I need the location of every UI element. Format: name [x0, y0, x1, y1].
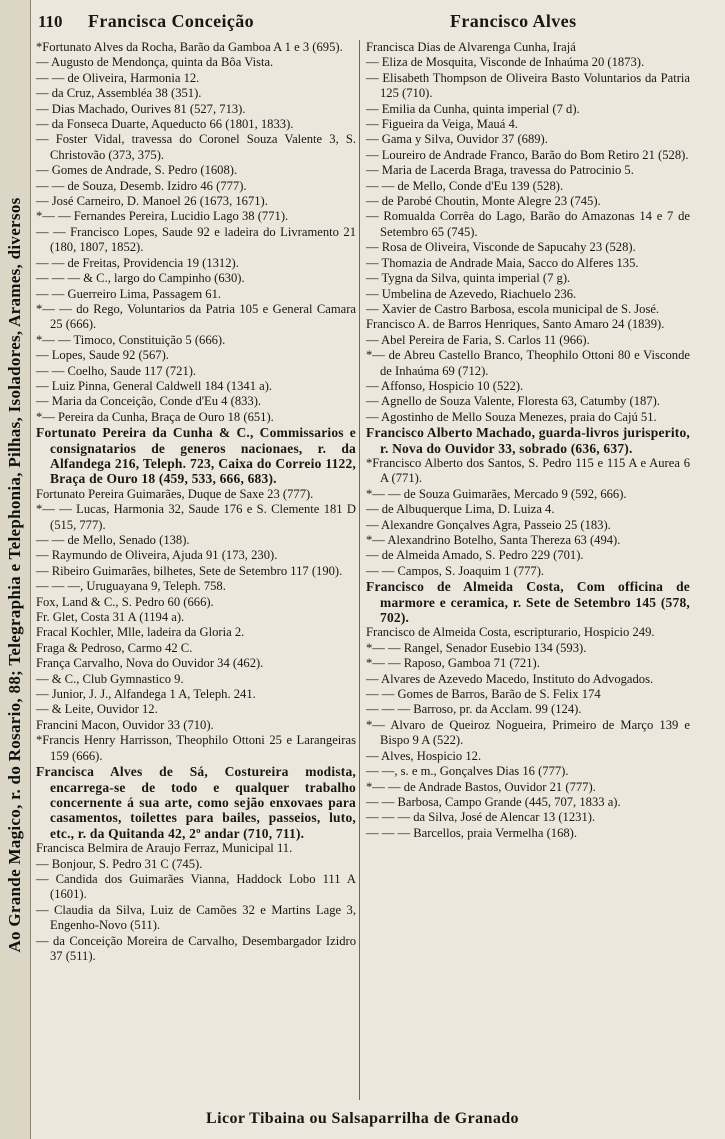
- directory-entry: Fortunato Pereira Guimarães, Duque de Saxe 23 (777).: [36, 486, 314, 501]
- directory-entry: — — Francisco Lopes, Saude 92 e ladeira do Livramento 21 (180, 1807, 1852).: [36, 224, 356, 255]
- directory-entry: França Carvalho, Nova do Ouvidor 34 (462).: [36, 656, 264, 671]
- directory-entry: — Candida dos Guimarães Vianna, Haddock Lobo 111 A (1601).: [36, 871, 356, 902]
- directory-entry: — Agostinho de Mello Souza Menezes, praia do Cajú 51.: [366, 409, 657, 424]
- directory-entry: — & C., Club Gymnastico 9.: [36, 671, 184, 686]
- directory-entry: — Luiz Pinna, General Caldwell 184 (1341 a).: [36, 378, 273, 393]
- directory-entry: *— — Raposo, Gamboa 71 (721).: [366, 656, 540, 671]
- directory-entry: — Gama y Silva, Ouvidor 37 (689).: [366, 132, 548, 147]
- directory-entry: Francisco de Almeida Costa, escripturario, Hospicio 249.: [366, 625, 655, 640]
- directory-entry: — — de Mello, Conde d'Eu 139 (528).: [366, 178, 564, 193]
- directory-entry: *— — de Andrade Bastos, Ouvidor 21 (777).: [366, 779, 596, 794]
- directory-entry: Francisca Dias de Alvarenga Cunha, Irajá: [366, 40, 576, 54]
- directory-entry: — — Guerreiro Lima, Passagem 61.: [36, 286, 222, 301]
- side-advertisement: [0, 0, 31, 1139]
- directory-entry: *— — Lucas, Harmonia 32, Saude 176 e S. Clemente 181 D (515, 777).: [36, 502, 356, 532]
- directory-entry: — Bonjour, S. Pedro 31 C (745).: [36, 856, 203, 871]
- directory-entry: — Foster Vidal, travessa do Coronel Souza Valente 3, S. Christovão (373, 375).: [36, 132, 356, 162]
- directory-entry: Francisco de Almeida Costa, Com officina de marmore e ceramica, r. Sete de Setembro 145 (578, 702).: [366, 579, 690, 626]
- header-left-title: Francisca Conceição: [88, 11, 255, 31]
- directory-entry: — Augusto de Mendonça, quinta da Bôa Vista.: [36, 55, 274, 70]
- directory-entry: — — — da Silva, José de Alencar 13 (1231).: [366, 810, 596, 825]
- column-divider: [359, 40, 360, 1100]
- directory-entry: — Junior, J. J., Alfandega 1 A, Teleph. 241.: [36, 687, 256, 702]
- directory-entry: — — — Barroso, pr. da Acclam. 99 (124).: [366, 702, 582, 717]
- directory-entry: — José Carneiro, D. Manoel 26 (1673, 1671).: [36, 194, 268, 209]
- directory-entry: — Gomes de Andrade, S. Pedro (1608).: [36, 163, 238, 178]
- directory-entry: — Dias Machado, Ourives 81 (527, 713).: [36, 101, 246, 116]
- page-number: 110: [38, 12, 63, 31]
- directory-entry: — Alvares de Azevedo Macedo, Instituto do Advogados.: [366, 671, 654, 686]
- directory-entry: *Francisco Alberto dos Santos, S. Pedro 115 e 115 A e Aurea 6 A (771).: [366, 455, 690, 486]
- directory-entry: — — — & C., largo do Campinho (630).: [36, 271, 245, 286]
- directory-entry: *— — de Souza Guimarães, Mercado 9 (592, 666).: [366, 486, 627, 501]
- directory-entry: — Elisabeth Thompson de Oliveira Basto Voluntarios da Patria 125 (710).: [366, 70, 690, 101]
- directory-entry: Francisca Belmira de Araujo Ferraz, Municipal 11.: [36, 841, 293, 856]
- directory-entry: — Maria da Conceição, Conde d'Eu 4 (833).: [36, 394, 262, 409]
- directory-entry: Francisca Alves de Sá, Costureira modista, encarrega-se de todo e qualquer trabalho concernente á sua arte, como sejão enxovaes para casamentos, toilettes para bailes, passeios, luto, etc., r. da Quitanda 42, 2º andar (710, 711).: [36, 764, 356, 841]
- directory-entry: *— Alexandrino Botelho, Santa Thereza 63 (494).: [366, 533, 621, 547]
- directory-entry: *— — Rangel, Senador Eusebio 134 (593).: [366, 640, 587, 655]
- page-header: [32, 10, 717, 38]
- directory-entry: Francisco A. de Barros Henriques, Santo Amaro 24 (1839).: [366, 317, 665, 332]
- footer-advertisement: Licor Tibaina ou Salsaparrilha de Granado: [206, 1110, 519, 1127]
- directory-entry: *— — Fernandes Pereira, Lucidio Lago 38 (771).: [36, 209, 289, 224]
- directory-entry: — Emilia da Cunha, quinta imperial (7 d).: [366, 101, 580, 116]
- directory-entry: — — —, Uruguayana 9, Teleph. 758.: [36, 579, 226, 594]
- directory-entry: — Raymundo de Oliveira, Ajuda 91 (173, 230).: [36, 548, 278, 563]
- directory-entry: — Rosa de Oliveira, Visconde de Sapucahy 23 (528).: [366, 240, 636, 255]
- directory-entry: — Romualda Corrêa do Lago, Barão do Amazonas 14 e 7 de Setembro 65 (745).: [366, 209, 690, 239]
- directory-entry: — Ribeiro Guimarães, bilhetes, Sete de Setembro 117 (190).: [36, 563, 343, 578]
- directory-entry: — — de Souza, Desemb. Izidro 46 (777).: [36, 178, 247, 193]
- directory-entry: — da Conceição Moreira de Carvalho, Desembargador Izidro 37 (511).: [36, 933, 356, 963]
- directory-entry: — de Almeida Amado, S. Pedro 229 (701).: [366, 548, 584, 563]
- left-column: [34, 40, 356, 1102]
- directory-entry: — Lopes, Saude 92 (567).: [36, 348, 169, 363]
- directory-entry: — — Coelho, Saude 117 (721).: [36, 363, 197, 378]
- directory-entry: — — — Barcellos, praia Vermelha (168).: [366, 825, 577, 840]
- directory-entry: — Xavier de Castro Barbosa, escola municipal de S. José.: [366, 301, 660, 316]
- directory-entry: Fr. Glet, Costa 31 A (1194 a).: [36, 610, 185, 625]
- directory-entry: Fortunato Pereira da Cunha & C., Commissarios e consignatarios de generos nacionaes, r. da Alfandega 216, Teleph. 723, Caixa do Correio 1122, Braça de Ouro 18 (459, 533, 666, 683).: [36, 425, 356, 487]
- directory-entry: — — Campos, S. Joaquim 1 (777).: [366, 563, 545, 578]
- directory-entry: *Fortunato Alves da Rocha, Barão da Gamboa A 1 e 3 (695).: [36, 40, 343, 54]
- directory-entry: — Figueira da Veiga, Mauá 4.: [366, 117, 518, 132]
- directory-entry: Fraga & Pedroso, Carmo 42 C.: [36, 640, 193, 655]
- directory-entry: — Loureiro de Andrade Franco, Barão do Bom Retiro 21 (528).: [366, 147, 689, 162]
- side-advertisement-text: Ao Grande Magico, r. do Rosario, 88; Telegraphia e Telephonia, Pilhas, Isoladores, Arames, diversos: [5, 197, 24, 953]
- directory-entry: *— de Abreu Castello Branco, Theophilo Ottoni 80 e Visconde de Inhaúma 69 (712).: [366, 348, 690, 378]
- directory-entry: — da Cruz, Assembléa 38 (351).: [36, 86, 202, 101]
- directory-entry: *— Alvaro de Queiroz Nogueira, Primeiro de Março 139 e Bispo 9 A (522).: [366, 717, 690, 748]
- header-right-title: Francisco Alves: [450, 11, 577, 31]
- directory-entry: — Agnello de Souza Valente, Floresta 63, Catumby (187).: [366, 394, 660, 409]
- directory-entry: *— — do Rego, Voluntarios da Patria 105 e General Camara 25 (666).: [36, 301, 356, 332]
- directory-entry: Francini Macon, Ouvidor 33 (710).: [36, 717, 214, 732]
- directory-entry: — de Albuquerque Lima, D. Luiza 4.: [366, 502, 555, 517]
- directory-entry: — — de Mello, Senado (138).: [36, 533, 190, 547]
- directory-entry: — Affonso, Hospicio 10 (522).: [366, 378, 524, 393]
- directory-entry: — —, s. e m., Gonçalves Dias 16 (777).: [366, 764, 569, 779]
- directory-entry: — Alves, Hospicio 12.: [366, 748, 482, 763]
- directory-entry: — Claudia da Silva, Luiz de Camões 32 e Martins Lage 3, Engenho-Novo (511).: [36, 902, 356, 933]
- directory-entry: — — de Freitas, Providencia 19 (1312).: [36, 255, 239, 270]
- directory-entry: *— Pereira da Cunha, Braça de Ouro 18 (651).: [36, 409, 274, 424]
- directory-entry: — de Parobé Choutin, Monte Alegre 23 (745).: [366, 194, 601, 209]
- directory-entry: — — de Oliveira, Harmonia 12.: [36, 70, 200, 85]
- directory-entry: *— — Timoco, Constituição 5 (666).: [36, 332, 226, 347]
- directory-entry: — Abel Pereira de Faria, S. Carlos 11 (966).: [366, 332, 590, 347]
- directory-entry: — Alexandre Gonçalves Agra, Passeio 25 (183).: [366, 517, 611, 532]
- right-column: [364, 40, 690, 1102]
- directory-entry: — Thomazia de Andrade Maia, Sacco do Alferes 135.: [366, 255, 639, 270]
- directory-entry: Francisco Alberto Machado, guarda-livros jurisperito, r. Nova do Ouvidor 33, sobrado (636, 637).: [366, 425, 690, 456]
- directory-entry: — Tygna da Silva, quinta imperial (7 g).: [366, 271, 571, 286]
- directory-entry: — — Barbosa, Campo Grande (445, 707, 1833 a).: [366, 794, 621, 809]
- directory-entry: — Umbelina de Azevedo, Riachuelo 236.: [366, 286, 577, 301]
- directory-entry: — — Gomes de Barros, Barão de S. Felix 174: [366, 687, 601, 702]
- directory-entry: — Maria de Lacerda Braga, travessa do Patrocinio 5.: [366, 163, 634, 178]
- directory-entry: *Francis Henry Harrisson, Theophilo Ottoni 25 e Larangeiras 159 (666).: [36, 733, 356, 763]
- directory-entry: Fracal Kochler, Mlle, ladeira da Gloria 2.: [36, 625, 245, 640]
- directory-entry: — Eliza de Mosquita, Visconde de Inhaúma 20 (1873).: [366, 55, 645, 70]
- directory-entry: — da Fonseca Duarte, Aqueducto 66 (1801, 1833).: [36, 117, 294, 132]
- directory-entry: — & Leite, Ouvidor 12.: [36, 702, 158, 717]
- directory-entry: Fox, Land & C., S. Pedro 60 (666).: [36, 594, 214, 609]
